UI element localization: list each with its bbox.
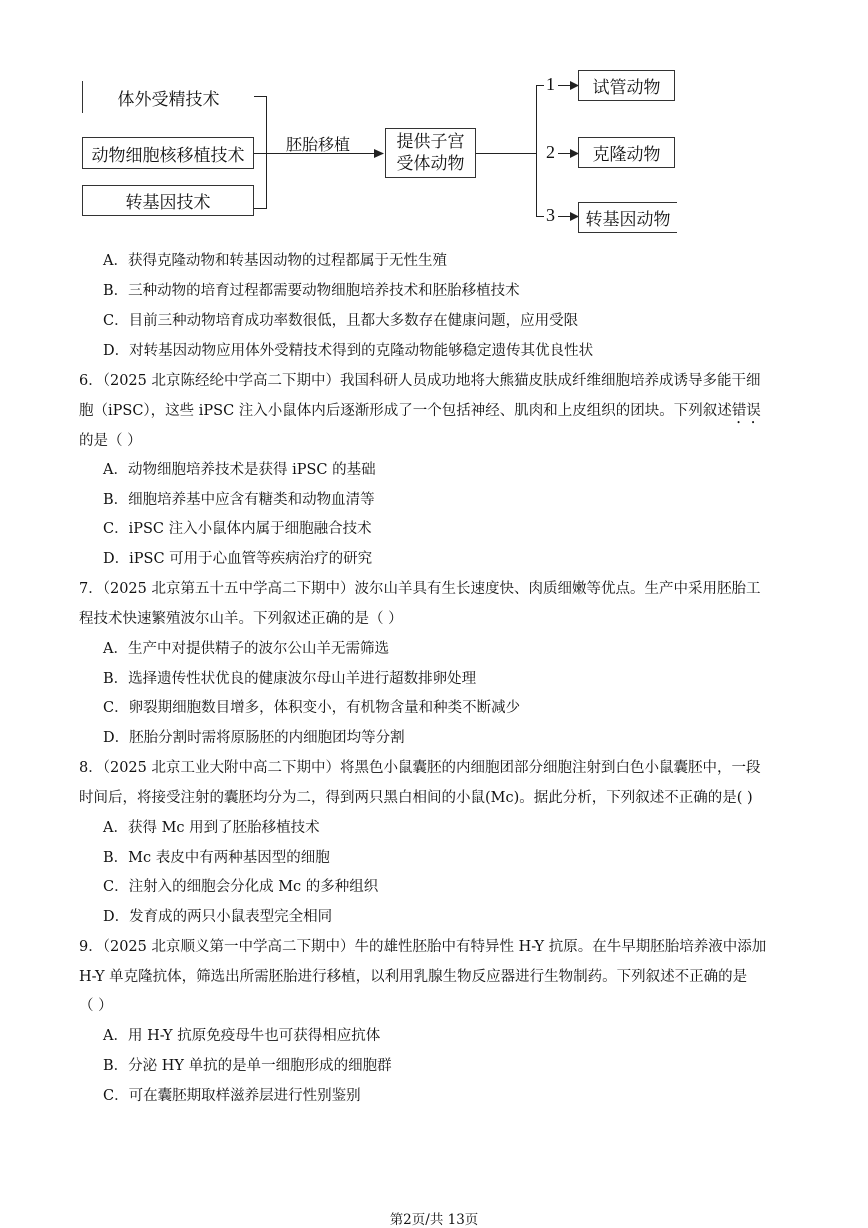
q6-stem-line2-text: 胞（iPSC），这些 iPSC 注入小鼠体内后逐渐形成了一个包括神经、肌肉和上皮组织的团块。下列叙述	[79, 403, 732, 419]
box-nuclear-transfer: 动物细胞核移植技术	[82, 137, 254, 169]
q5-option-c: C．目前三种动物培育成功率数很低，且都大多数存在健康问题，应用受限	[103, 313, 579, 329]
q9-option-a: A．用 H-Y 抗原免疫母牛也可获得相应抗体	[103, 1028, 381, 1044]
q9-stem-line1: 9．（2025 北京顺义第一中学高二下期中）牛的雄性胚胎中有特异性 H-Y 抗原。在牛早期胚胎培养液中添加	[79, 939, 767, 955]
q6-option-c: C．iPSC 注入小鼠体内属于细胞融合技术	[103, 521, 372, 537]
q7-stem-line2: 程技术快速繁殖波尔山羊。下列叙述正确的是（ ）	[79, 611, 403, 627]
q7-option-b: B．选择遗传性状优良的健康波尔母山羊进行超数排卵处理	[103, 671, 477, 687]
box-clone-animal: 克隆动物	[578, 137, 675, 168]
q5-option-d: D．对转基因动物应用体外受精技术得到的克隆动物能够稳定遗传其优良性状	[103, 343, 594, 359]
q5-option-b: B．三种动物的培育过程都需要动物细胞培养技术和胚胎移植技术	[103, 283, 520, 299]
arrowhead-to-center	[374, 149, 384, 158]
q7-option-a: A．生产中对提供精子的波尔公山羊无需筛选	[103, 641, 389, 657]
q7-stem-line1: 7．（2025 北京第五十五中学高二下期中）波尔山羊具有生长速度快、肉质细嫩等优点。生产中采用胚胎工	[79, 581, 761, 597]
branch-num-3: 3	[546, 205, 555, 225]
q6-stem-line1: 6．（2025 北京陈经纶中学高二下期中）我国科研人员成功地将大熊猫皮肤成纤维细胞培养成诱导多能干细	[79, 373, 761, 389]
q5-option-a: A．获得克隆动物和转基因动物的过程都属于无性生殖	[103, 253, 447, 269]
label-embryo-transfer: 胚胎移植	[286, 135, 351, 154]
box-surrogate-line1: 提供子宫	[396, 132, 465, 152]
connector-right	[476, 153, 536, 154]
box-test-tube-animal: 试管动物	[578, 70, 675, 101]
q8-stem-line1: 8．（2025 北京工业大附中高二下期中）将黑色小鼠囊胚的内细胞团部分细胞注射到白色小鼠囊胚中，一段	[79, 760, 761, 776]
bracket-top	[254, 96, 267, 97]
q6-option-d: D．iPSC 可用于心血管等疾病治疗的研究	[103, 551, 373, 567]
box-transgenic: 转基因技术	[82, 185, 254, 216]
q8-option-a: A．获得 Mc 用到了胚胎移植技术	[103, 820, 320, 836]
q7-option-d: D．胚胎分割时需将原肠胚的内细胞团均等分割	[103, 730, 405, 746]
q9-stem-line3: （ ）	[79, 998, 113, 1014]
q6-stem-line3: 的是（ ）	[79, 433, 142, 449]
q9-option-c: C．可在囊胚期取样滋养层进行性别鉴别	[103, 1088, 361, 1104]
q9-option-b: B．分泌 HY 单抗的是单一细胞形成的细胞群	[103, 1058, 392, 1074]
q6-option-a: A．动物细胞培养技术是获得 iPSC 的基础	[103, 462, 376, 478]
box-surrogate	[385, 128, 476, 178]
page-footer: 第2页/共 13页	[389, 1212, 479, 1228]
q9-stem-line2: H-Y 单克隆抗体，筛选出所需胚胎进行移植，以利用乳腺生物反应器进行生物制药。下列叙述不正确的是	[79, 969, 748, 985]
box-transgenic-animal: 转基因动物	[578, 202, 677, 233]
branch-line-3	[536, 216, 544, 217]
box-surrogate-line2: 受体动物	[396, 154, 465, 174]
q8-option-b: B．Mc 表皮中有两种基因型的细胞	[103, 850, 330, 866]
bracket-vertical-right	[536, 85, 537, 217]
q8-option-d: D．发育成的两只小鼠表型完全相同	[103, 909, 333, 925]
q6-option-b: B．细胞培养基中应含有糖类和动物血清等	[103, 492, 375, 508]
branch-num-2: 2	[546, 142, 555, 162]
q6-stem-line2	[79, 399, 761, 427]
q7-option-c: C．卵裂期细胞数目增多，体积变小，有机物含量和种类不断减少	[103, 700, 521, 716]
q8-stem-line2: 时间后，将接受注射的囊胚均分为二，得到两只黑白相间的小鼠(Mc)。据此分析，下列叙述不正确的是( )	[79, 790, 753, 806]
branch-num-1: 1	[546, 74, 555, 94]
branch-line-1	[536, 85, 544, 86]
box-ivf: 体外受精技术	[82, 81, 254, 113]
q6-emphasis-wrong: 错误	[731, 403, 761, 419]
q8-option-c: C．注射入的细胞会分化成 Mc 的多种组织	[103, 879, 379, 895]
bracket-bottom	[254, 208, 267, 209]
